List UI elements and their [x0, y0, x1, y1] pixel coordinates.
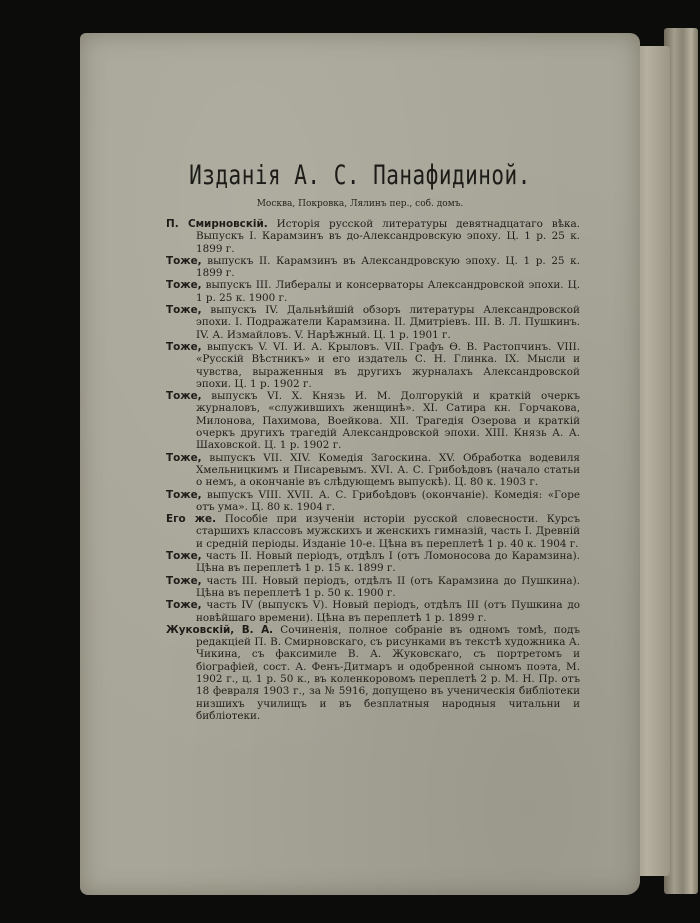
list-item	[166, 550, 580, 575]
list-item	[166, 599, 580, 624]
entry-author: Тоже,	[166, 599, 202, 612]
entry-text: часть II. Новый періодъ, отдѣлъ I (отъ Ломоносова до Карамзина). Цѣна въ переплетѣ 1 р. 15 к. 1899 г.	[196, 550, 580, 575]
list-item	[166, 575, 580, 600]
entry-text: часть IV (выпускъ V). Новый періодъ, отдѣлъ III (отъ Пушкина до новѣйшаго времени). Цѣна въ переплетѣ 1 р. 1899 г.	[196, 599, 580, 624]
entry-author: Тоже,	[166, 340, 202, 353]
entry-text: Пособіе при изученіи исторіи русской словесности. Курсъ старшихъ классовъ мужскихъ и женскихъ гимназій, часть I. Древній и средній періоды. Изданіе 10-е. Цѣна въ переплетѣ 1 р. 40 к. 1904 г.	[196, 513, 580, 550]
entry-text: Сочиненія, полное собраніе въ одномъ томѣ, подъ редакціей П. В. Смирновскаго, съ рисунками въ текстѣ художника А. Чикина, съ факсимиле В. А. Жуковскаго, съ портретомъ и біографіей, сост. А. Фенъ-Дитмаръ и одобренной сыномъ поэта, М. 1902 г., ц. 1 р. 50 к., въ коленкоровомъ переплетѣ 2 р. М. Н. Пр. отъ 18 февраля 1903 г., за № 5916, допущено въ ученическія библіотеки низшихъ училищъ и въ безплатныя народныя читальни и библіотеки.	[196, 623, 580, 722]
list-item	[166, 279, 580, 304]
list-item	[166, 255, 580, 280]
entry-author: Тоже,	[166, 304, 202, 317]
entry-text: Исторія русской литературы девятнадцатаго вѣка. Выпускъ I. Карамзинъ въ до-Александровскую эпоху. Ц. 1 р. 25 к. 1899 г.	[196, 218, 580, 255]
list-item	[166, 513, 580, 550]
entry-text: выпускъ II. Карамзинъ въ Александровскую эпоху. Ц. 1 р. 25 к. 1899 г.	[196, 254, 580, 280]
entry-author: Тоже,	[166, 451, 202, 464]
entry-text: выпускъ III. Либералы и консерваторы Александровской эпохи. Ц. 1 р. 25 к. 1900 г.	[196, 279, 580, 304]
list-item	[166, 218, 580, 255]
list-item	[166, 304, 580, 341]
list-item	[166, 390, 580, 451]
book-page	[80, 33, 640, 895]
entry-author: Тоже,	[166, 550, 202, 563]
entry-author: Жуковскій, В. А.	[166, 623, 274, 636]
entry-author: Тоже,	[166, 390, 202, 403]
entry-author: Тоже,	[166, 279, 202, 292]
entry-text: выпускъ VIII. XVII. А. С. Грибоѣдовъ (окончаніе). Комедія: «Горе отъ ума». Ц. 80 к. 1904 г.	[196, 488, 580, 513]
entry-author: Его же.	[166, 513, 217, 526]
entry-author: П. Смирновскій.	[166, 218, 268, 230]
list-item	[166, 624, 580, 722]
entry-author: Тоже,	[166, 488, 202, 501]
list-item	[166, 489, 580, 514]
entry-text: выпускъ VII. XIV. Комедія Загоскина. XV. Обработка водевиля Хмельницкимъ и Писаревымъ. XVI. А. С. Грибоѣдовъ (начало статьи о немъ, а окончаніе въ слѣдующемъ выпускѣ). Ц. 80 к. 1903 г.	[196, 451, 580, 489]
publisher-address: Москва, Покровка, Лялинъ пер., соб. домъ.	[256, 199, 464, 209]
publication-list	[166, 218, 580, 722]
entry-author: Тоже,	[166, 574, 202, 587]
entry-text: выпускъ V. VI. И. А. Крыловъ. VII. Графъ Ѳ. В. Растопчинъ. VIII. «Русскій Вѣстникъ» и его издатель С. Н. Глинка. IX. Мысли и чувства, выраженныя въ другихъ журналахъ Александровской эпохи. Ц. 1 р. 1902 г.	[196, 340, 580, 390]
entry-text: выпускъ VI. X. Князь И. М. Долгорукій и краткій очеркъ журналовъ, «служившихъ женщинѣ». XI. Сатира кн. Горчакова, Милонова, Пахимова, Воейкова. XII. Трагедія Озерова и краткій очеркъ другихъ трагедій Александровской эпохи. XIII. Князь А. А. Шаховской. Ц. 1 р. 1902 г.	[196, 390, 580, 452]
list-item	[166, 452, 580, 489]
page-title: Изданія А. С. Панафидиной.	[189, 160, 531, 190]
list-item	[166, 341, 580, 390]
entry-text: часть III. Новый періодъ, отдѣлъ II (отъ Карамзина до Пушкина). Цѣна въ переплетѣ 1 р. 50 к. 1900 г.	[196, 574, 580, 599]
entry-text: выпускъ IV. Дальнѣйшій обзоръ литературы Александровской эпохи. I. Подражатели Карамзина. II. Дмитріевъ. III. В. Л. Пушкинъ. IV. А. Измайловъ. V. Нарѣжный. Ц. 1 р. 1901 г.	[196, 304, 580, 341]
entry-author: Тоже,	[166, 254, 202, 267]
